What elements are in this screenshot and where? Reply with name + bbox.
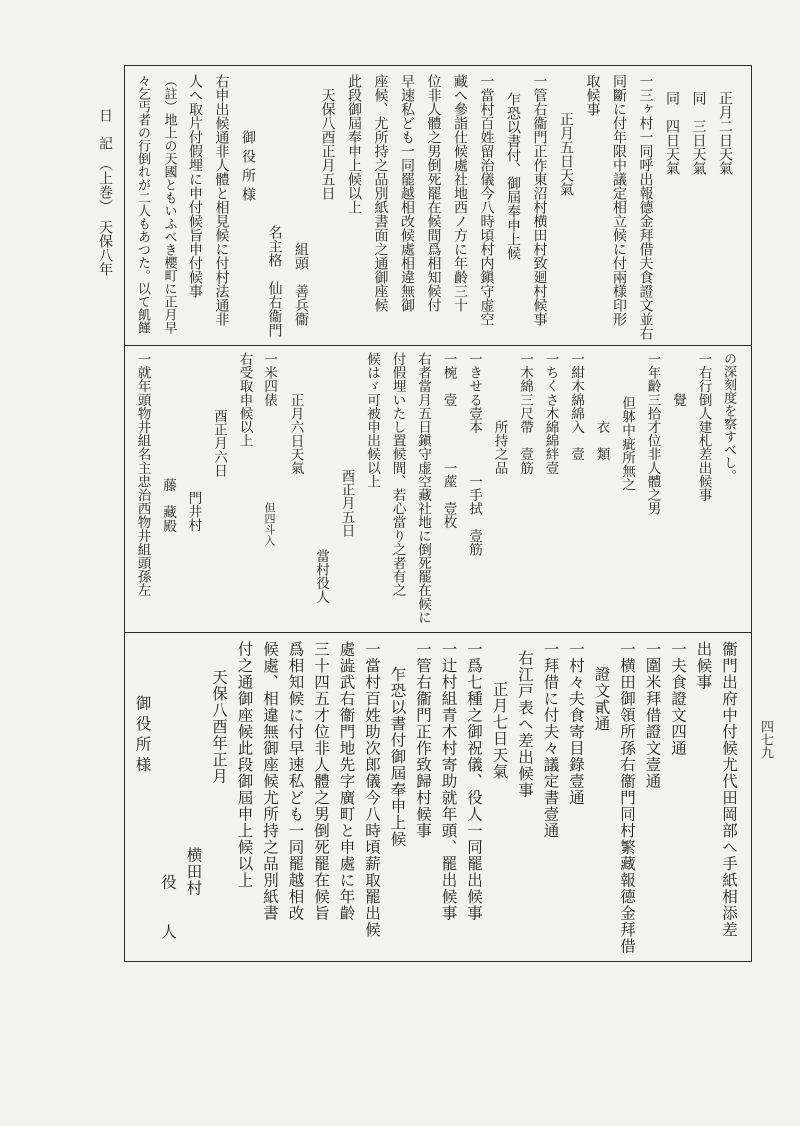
list-item: 一拜借に付夫々議定書壹通 <box>541 641 560 839</box>
diary-entry-line: 藏へ參詣仕候處社地西ノ方に年齡三十 <box>452 74 468 312</box>
editor-note-line: の深刻度を察すべし。 <box>721 352 736 482</box>
diary-entry-line: 一爲七種之御祝儀、役人一同罷出候事 <box>465 641 483 922</box>
list-heading: 衣 類 <box>593 420 610 461</box>
report-date: 天保八酉年正月 <box>210 668 228 785</box>
list-item: 證文貳通 <box>592 665 611 732</box>
list-item: 一村々夫食寄目錄壹通 <box>567 641 585 806</box>
diary-entry-line: 付假埋いたし置候間、若心當り之者有之 <box>389 352 406 597</box>
bottom-section <box>125 633 751 960</box>
date-heading: 正月五日天氣 <box>558 111 574 196</box>
diary-entry-line: 候はゞ可被申出候以上 <box>364 352 380 488</box>
diary-entry-line: 一年齡三拾才位非人體之男 <box>644 352 661 516</box>
report-heading: 乍恐以書付御屆奉申上候 <box>388 665 407 848</box>
list-item: 一ちくさ木綿綿絆壹 <box>542 352 559 475</box>
signature-line: 名主格 仙右衞門 <box>266 225 283 338</box>
diary-entry-line: 一右行倒人建札差出候事 <box>695 352 712 502</box>
page-number: 四七九 <box>758 720 773 759</box>
middle-section <box>125 346 751 633</box>
list-item: 一木綿三尺帶 壹筋 <box>517 352 533 475</box>
list-heading: 所持之品 <box>491 420 508 475</box>
proviso-line: 但躰中疵所無之 <box>619 395 635 491</box>
editor-note-line: 々乞丐者の行倒れが二人もあつた。以て飢饉 <box>135 74 150 334</box>
diary-entry-line: 右者當月五日鎭守虚空藏社地に倒死罷在候に <box>415 352 431 624</box>
diary-entry-line: 右受取申候以上 <box>236 352 253 448</box>
date-heading: 正月六日天氣 <box>287 392 304 475</box>
signature-line: 横田村 <box>184 847 203 897</box>
diary-entry-line: 一就年頭物井組名主忠治西物井組頭孫左 <box>134 352 151 597</box>
list-item: 一紺木綿綿入 壹 <box>568 352 584 461</box>
diary-entry-line <box>257 346 283 632</box>
diary-entry-line: 取候事 <box>584 74 601 116</box>
list-item: 一横田御領所孫右衞門同村繁藏報德金拜借 <box>618 641 636 955</box>
date-heading: 正月二日天氣 <box>717 90 733 175</box>
diary-entry-line: 爲相知候に付早速私ども一同罷越相改 <box>286 641 305 922</box>
diary-entry-line: 付之通御座候此段御屆申上候以上 <box>235 641 254 889</box>
addressee-line: 御役所様 <box>133 695 152 778</box>
diary-entry-line: 一當村百姓助次郎儀今八時頃薪取罷出候 <box>363 641 381 938</box>
memo-heading: 覺 <box>670 392 686 407</box>
top-section <box>125 66 751 346</box>
diary-entry-line: 處澁武右衞門地先字廣町と申處に年齡 <box>337 641 356 922</box>
diary-entry-line: 座候、尤所持之品別紙書面之通御座候 <box>372 74 389 312</box>
date-heading: 同 四日天氣 <box>664 90 680 175</box>
list-item: 一夫食證文四通 <box>669 641 687 757</box>
report-date: 天保八酉正月五日 <box>319 88 336 200</box>
diary-entry-line: 一管右衞門正作東沼村横田村致廻村候事 <box>531 74 548 326</box>
report-heading: 乍恐以書付、御屆奉申上候 <box>505 92 521 261</box>
diary-entry-line: 同斷に付年限中議定相立候に付兩様印形 <box>611 74 627 326</box>
diary-entry-line: 一辻村組青木村寄助就年頭、罷出候事 <box>439 641 458 922</box>
diary-entry-line: 衞門出府中付候尤代田岡部へ手紙相添差 <box>720 641 738 938</box>
diary-entry-line: 此段御屆奉申上候以上 <box>346 74 362 214</box>
signature-line: 當村役人 <box>313 549 329 604</box>
list-item: 一きせる壹本 一手拭 壹筋 <box>466 352 482 556</box>
list-item: 一圍米拜借證文壹通 <box>643 641 662 790</box>
date-heading: 同 三日天氣 <box>690 90 707 175</box>
diary-entry-line: 一三ヶ村一同呼出報德金拜借夫食證文並右 <box>637 74 654 340</box>
editor-note-line: （註）地上の天國ともいふべき櫻町に正月早 <box>161 74 177 334</box>
diary-entry-line: 右申出候通非人體と相見候に付村法通非 <box>213 74 230 326</box>
diary-entry-line: 三十四五才位非人體之男倒死罷在候旨 <box>312 641 330 922</box>
addressee-line: 御役所様 <box>240 130 256 206</box>
diary-entry-line: 候處、相違無御座候尤所持之品別紙書 <box>261 641 279 922</box>
diary-entry-line: 一管右衞門正作致歸村候事 <box>414 641 432 839</box>
diary-entry-line: 一當村百姓留治儀今八時頃村内鎭守虚空 <box>478 74 495 326</box>
signature-line: 門井村 <box>185 490 202 532</box>
report-date: 酉正月六日 <box>211 409 227 478</box>
list-item: 一椀 壹 一蓙 壹枚 <box>440 352 457 529</box>
running-header: 日 記 （上巻） 天保八年 <box>97 108 113 276</box>
rice-proviso: 但四斗入 <box>263 502 276 547</box>
signature-line: 役 人 <box>159 873 177 940</box>
diary-entry-line: 人へ取片付假埋に申付候旨申付候事 <box>187 74 203 298</box>
diary-entry-line: 早速私ども一同罷越相改候處相違無御 <box>399 74 415 312</box>
report-date: 酉正月五日 <box>338 468 355 537</box>
diary-entry-line: 出候事 <box>694 641 713 691</box>
diary-entry-line: 位非人體之男倒死罷在候間爲相知候付 <box>425 74 442 312</box>
signature-line: 組頭 善兵衞 <box>293 242 309 326</box>
diary-entry-line: 右江戸表へ差出候事 <box>516 650 534 799</box>
rice-entry: 一米四俵 <box>261 352 277 407</box>
date-heading: 正月七日天氣 <box>490 681 509 781</box>
document-frame <box>124 65 752 962</box>
addressee-line: 藤 藏殿 <box>160 478 176 533</box>
